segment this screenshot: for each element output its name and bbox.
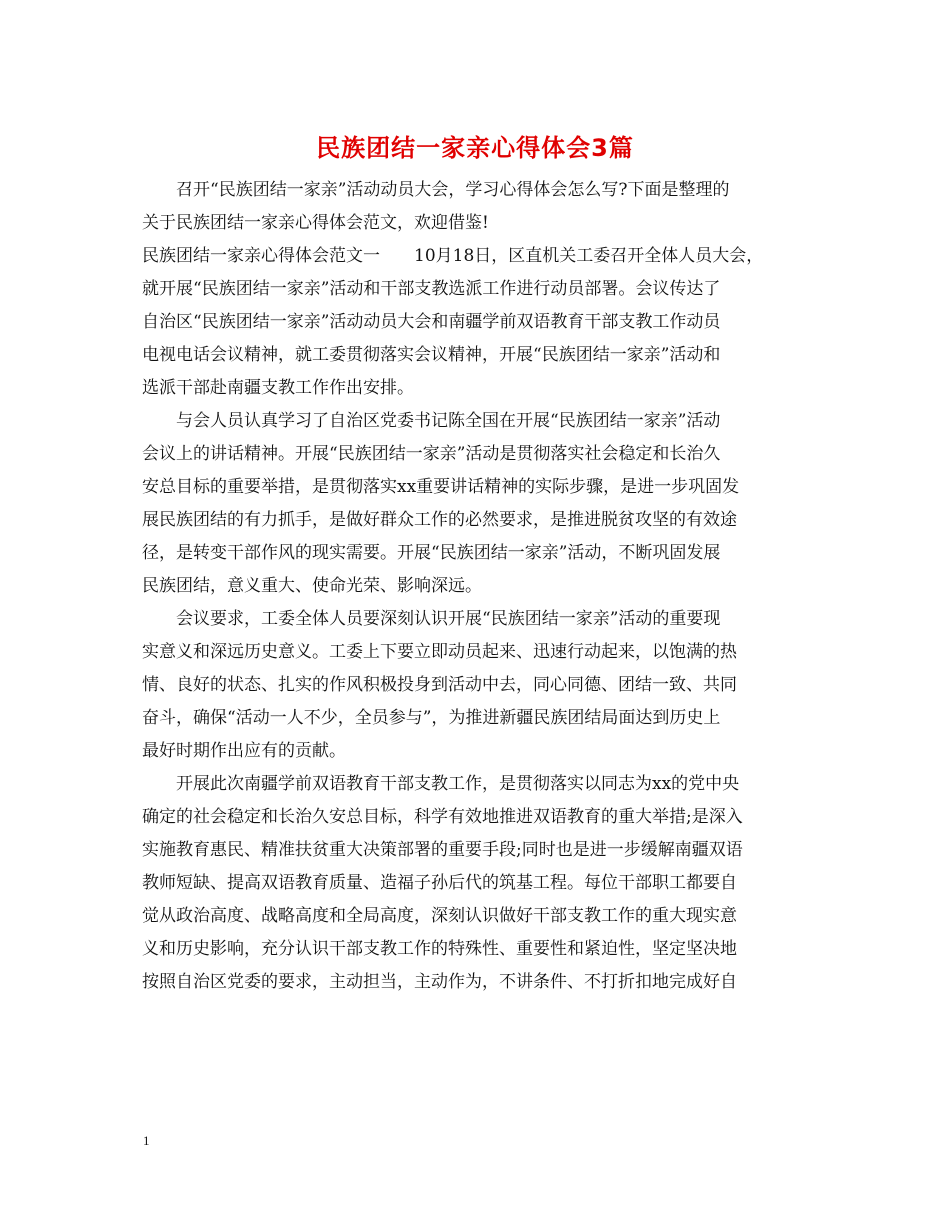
text-line: 自治区“民族团结一家亲”活动动员大会和南疆学前双语教育干部支教工作动员 <box>142 312 721 332</box>
text-line: 关于民族团结一家亲心得体会范文，欢迎借鉴! <box>142 213 489 233</box>
text-line: 觉从政治高度、战略高度和全局高度，深刻认识做好干部支教工作的重大现实意 <box>142 906 737 926</box>
text-line: 径，是转变干部作风的现实需要。开展“民族团结一家亲”活动，不断巩固发展 <box>142 543 721 563</box>
text-line: 安总目标的重要举措，是贯彻落实xx重要讲话精神的实际步骤，是进一步巩固发 <box>142 477 740 497</box>
text-line: 开展此次南疆学前双语教育干部支教工作，是贯彻落实以同志为xx的党中央 <box>176 774 740 794</box>
text-line: 奋斗，确保“活动一人不少，全员参与”，为推进新疆民族团结局面达到历史上 <box>142 708 721 728</box>
text-line: 最好时期作出应有的贡献。 <box>142 741 346 761</box>
text-line: 民族团结一家亲心得体会范文一 10月18日，区直机关工委召开全体人员大会， <box>142 246 764 266</box>
page-number: 1 <box>143 1133 150 1148</box>
text-line: 就开展“民族团结一家亲”活动和干部支教选派工作进行动员部署。会议传达了 <box>142 279 721 299</box>
text-line: 民族团结，意义重大、使命光荣、影响深远。 <box>142 576 482 596</box>
text-line: 召开“民族团结一家亲”活动动员大会，学习心得体会怎么写?下面是整理的 <box>176 180 730 200</box>
document-title: 民族团结一家亲心得体会3篇 <box>316 134 634 162</box>
text-line: 确定的社会稳定和长治久安总目标，科学有效地推进双语教育的重大举措;是深入 <box>142 807 743 827</box>
text-line: 按照自治区党委的要求，主动担当，主动作为，不讲条件、不打折扣地完成好自 <box>142 972 737 992</box>
text-line: 义和历史影响，充分认识干部支教工作的特殊性、重要性和紧迫性，坚定坚决地 <box>142 939 737 959</box>
text-line: 与会人员认真学习了自治区党委书记陈全国在开展“民族团结一家亲”活动 <box>176 411 721 431</box>
text-line: 会议上的讲话精神。开展“民族团结一家亲”活动是贯彻落实社会稳定和长治久 <box>142 444 721 464</box>
text-line: 展民族团结的有力抓手，是做好群众工作的必然要求，是推进脱贫攻坚的有效途 <box>142 510 737 530</box>
text-line: 实施教育惠民、精准扶贫重大决策部署的重要手段;同时也是进一步缓解南疆双语 <box>142 840 743 860</box>
text-line: 会议要求，工委全体人员要深刻认识开展“民族团结一家亲”活动的重要现 <box>176 609 721 629</box>
text-line: 教师短缺、提高双语教育质量、造福子孙后代的筑基工程。每位干部职工都要自 <box>142 873 737 893</box>
text-line: 实意义和深远历史意义。工委上下要立即动员起来、迅速行动起来，以饱满的热 <box>142 642 737 662</box>
text-line: 选派干部赴南疆支教工作作出安排。 <box>142 378 414 398</box>
text-line: 情、良好的状态、扎实的作风积极投身到活动中去，同心同德、团结一致、共同 <box>142 675 737 695</box>
text-line: 电视电话会议精神，就工委贯彻落实会议精神，开展“民族团结一家亲”活动和 <box>142 345 721 365</box>
document-body <box>142 174 810 999</box>
